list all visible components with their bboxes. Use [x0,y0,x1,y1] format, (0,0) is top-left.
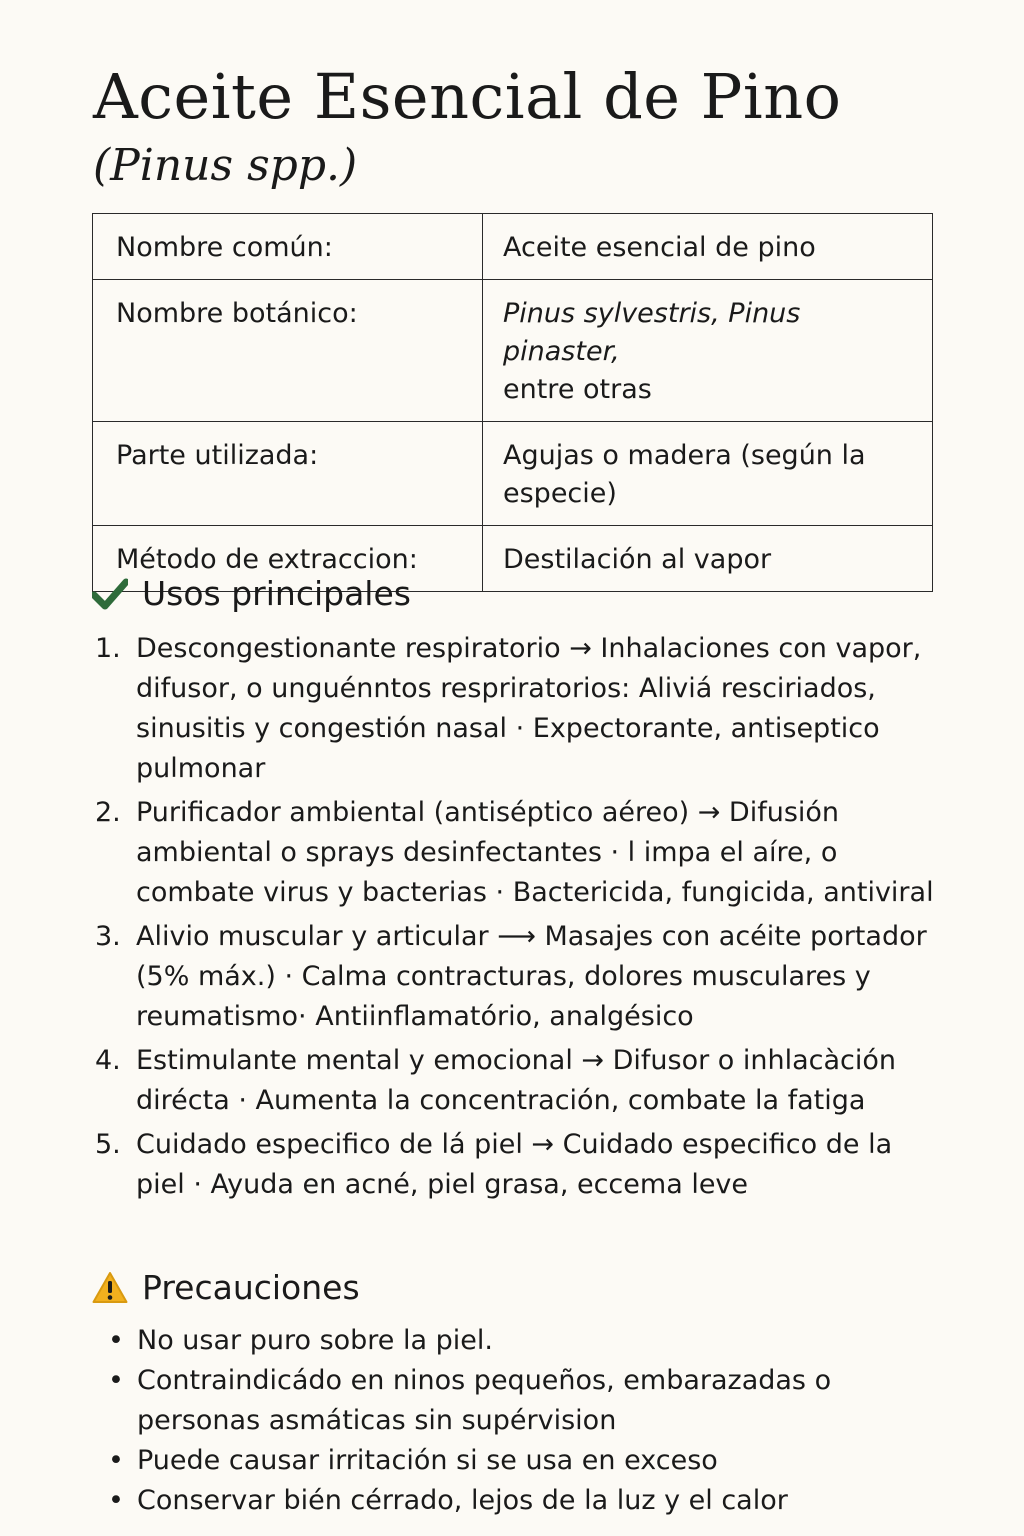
list-item [108,1481,938,1521]
precautions-heading-text: Precauciones [142,1268,360,1307]
item-text: Alivio muscular y articular ⟶ Masajes con acéite portador (5% máx.) · Calma contracturas, dolores musculares y reumatismo· Antiinflamatório, analgésico [136,921,927,1032]
uses-list [95,629,945,1209]
table-value: Agujas o madera (según la especie) [483,422,933,526]
list-item [95,1041,945,1121]
table-row [93,214,933,280]
bullet: • [108,1445,124,1476]
item-text: Conservar bién cérrado, lejos de la luz y el calor [137,1485,788,1516]
bullet: • [108,1365,124,1396]
item-number: 4. [95,1045,121,1076]
uses-heading-text: Usos principales [142,574,411,613]
list-item [95,629,945,789]
precautions-list [108,1321,938,1521]
check-icon [92,577,128,611]
table-row [93,422,933,526]
table-value: Aceite esencial de pino [483,214,933,280]
table-label: Parte utilizada: [93,422,483,526]
botanical-names: Pinus sylvestris, Pinus pinaster, [503,298,801,367]
table-label: Método de extraccion: [93,526,483,592]
item-text: No usar puro sobre la piel. [137,1325,493,1356]
item-text: Puede causar irritación si se usa en exceso [137,1445,718,1476]
item-text: Estimulante mental y emocional → Difusor o inhlacàción dirécta · Aumenta la concentración, combate la fatiga [136,1045,897,1116]
uses-heading [92,572,411,616]
table-label: Nombre botánico: [93,280,483,422]
bullet: • [108,1485,124,1516]
bullet: • [108,1325,124,1356]
item-text: Contraindicádo en ninos pequeños, embarazadas o personas asmáticas sin supérvision [137,1365,832,1436]
warning-icon [92,1271,128,1305]
info-table [92,213,933,592]
table-label: Nombre común: [93,214,483,280]
list-item [108,1441,938,1481]
table-row [93,280,933,422]
item-number: 2. [95,797,121,828]
page-title: Aceite Esencial de Pino [93,60,842,133]
page-subtitle: (Pinus spp.) [93,140,358,191]
item-text: Cuidado especifico de lá piel → Cuidado especifico de la piel · Ayuda en acné, piel grasa, eccema leve [136,1129,893,1200]
list-item [95,917,945,1037]
item-number: 3. [95,921,121,952]
list-item [95,1125,945,1205]
botanical-names-suffix: entre otras [503,374,652,405]
list-item [108,1321,938,1361]
item-number: 1. [95,633,121,664]
precautions-heading [92,1266,360,1310]
table-value [483,280,933,422]
list-item [95,793,945,913]
table-value: Destilación al vapor [483,526,933,592]
list-item [108,1361,938,1441]
item-number: 5. [95,1129,121,1160]
item-text: Descongestionante respiratorio → Inhalaciones con vapor, difusor, o unguénntos respriratorios: Aliviá resciriados, sinusitis y congestión nasal · Expectorante, antiseptico pulmonar [136,633,922,784]
item-text: Purificador ambiental (antiséptico aéreo) → Difusión ambiental o sprays desinfectantes · l impa el aíre, o combate virus y bacterias · Bactericida, fungicida, antiviral [136,797,934,908]
